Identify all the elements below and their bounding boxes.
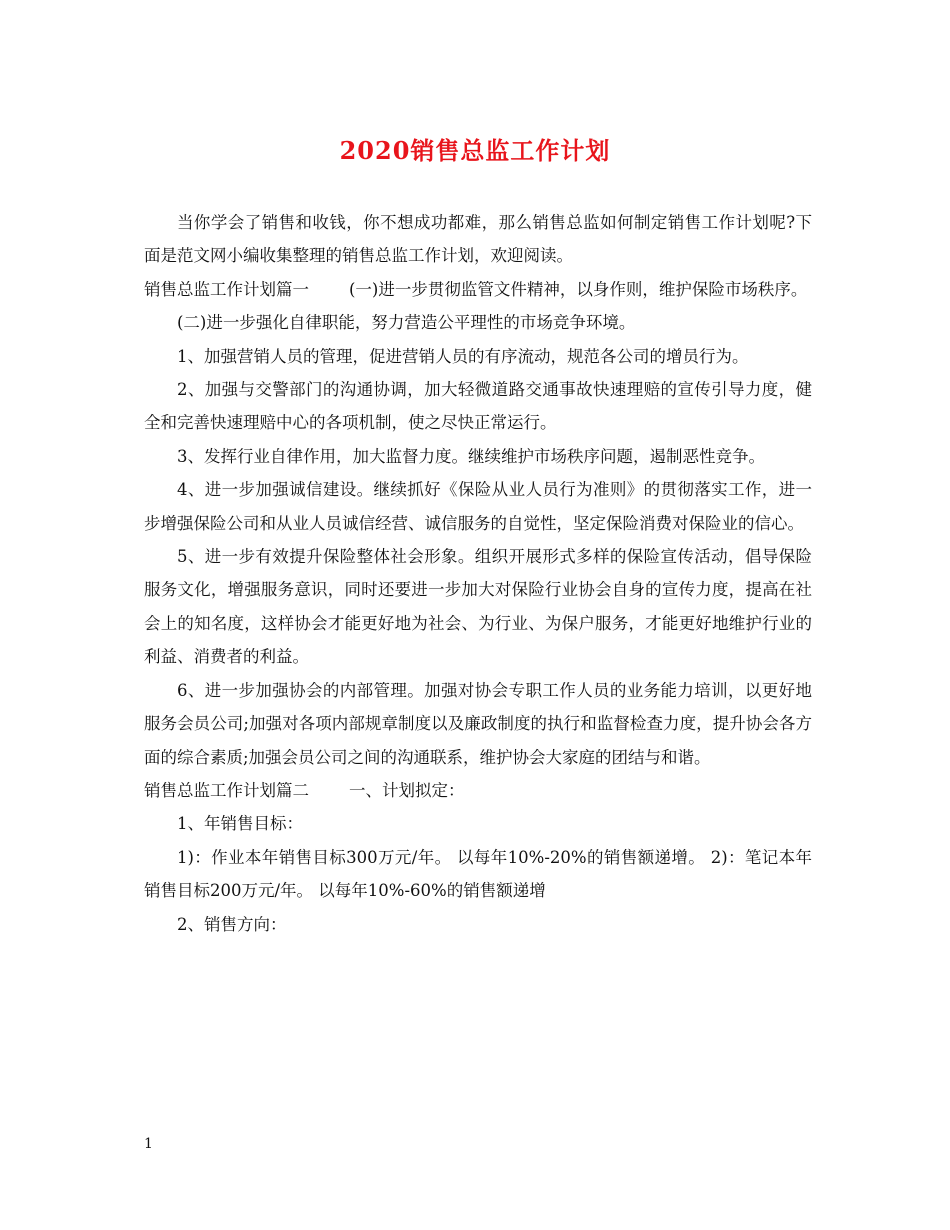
document-title: 2020销售总监工作计划 (339, 136, 611, 165)
section-two-heading: 销售总监工作计划篇二 (144, 780, 309, 800)
sales-direction-heading: 2、销售方向： (177, 914, 287, 934)
paragraph-two: (二)进一步强化自律职能，努力营造公平理性的市场竞争环境。 (177, 313, 636, 333)
intro-paragraph: 当你学会了销售和收钱，你不想成功都难，那么销售总监如何制定销售工作计划呢?下面是范文网小编收集整理的销售总监工作计划，欢迎阅读。 (144, 213, 812, 266)
list-item-2: 2、加强与交警部门的沟通协调，加大轻微道路交通事故快速理赔的宣传引导力度，健全和完善快速理赔中心的各项机制，使之尽快正常运行。 (144, 380, 812, 433)
list-item-3: 3、发挥行业自律作用，加大监督力度。继续维护市场秩序问题，遏制恶性竞争。 (177, 446, 765, 466)
section-one-heading: 销售总监工作计划篇一 (144, 279, 309, 299)
list-item-5: 5、进一步有效提升保险整体社会形象。组织开展形式多样的保险宣传活动，倡导保险服务文化，增强服务意识，同时还要进一步加大对保险行业协会自身的宣传力度，提高在社会上的知名度，这样协会才能更好地为社会、为行业、为保户服务，才能更好地维护行业的利益、消费者的利益。 (144, 547, 812, 667)
list-item-6: 6、进一步加强协会的内部管理。加强对协会专职工作人员的业务能力培训，以更好地服务会员公司;加强对各项内部规章制度以及廉政制度的执行和监督检查力度，提升协会各方面的综合素质;加强会员公司之间的沟通联系，维护协会大家庭的团结与和谐。 (144, 680, 812, 767)
page-number: 1 (144, 1136, 153, 1152)
sales-target-heading: 1、年销售目标： (177, 814, 303, 834)
list-item-1: 1、加强营销人员的管理，促进营销人员的有序流动，规范各公司的增员行为。 (177, 346, 749, 366)
list-item-4: 4、进一步加强诚信建设。继续抓好《保险从业人员行为准则》的贯彻落实工作，进一步增强保险公司和从业人员诚信经营、诚信服务的自觉性，坚定保险消费对保险业的信心。 (144, 480, 812, 533)
section-one-text: (一)进一步贯彻监管文件精神，以身作则，维护保险市场秩序。 (349, 279, 808, 299)
section-two-paragraph (144, 774, 812, 807)
section-two-text: 一、计划拟定： (349, 780, 465, 800)
document-body (144, 206, 812, 941)
sales-target-detail: 1)：作业本年销售目标300万元/年。 以每年10%-20%的销售额递增。 2)：笔记本年销售目标200万元/年。 以每年10%-60%的销售额递增 (144, 847, 812, 901)
section-one-paragraph (144, 273, 812, 306)
